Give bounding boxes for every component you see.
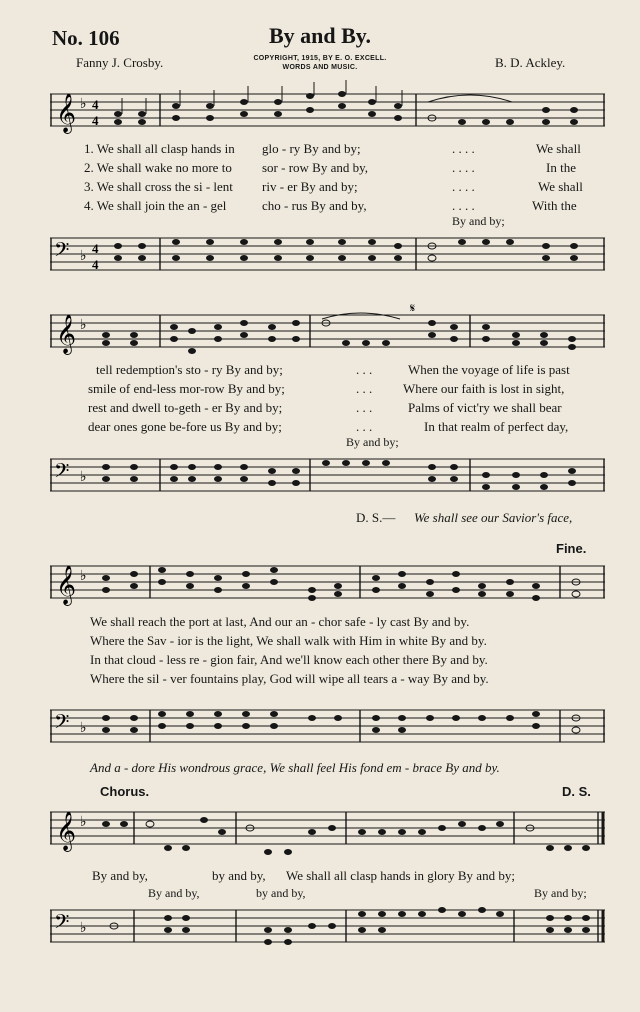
verse-3-line-1: 3. We shall cross the si - lent riv - er By and by; . . . . We shall	[84, 179, 583, 194]
svg-text:♭: ♭	[80, 920, 87, 936]
svg-text:4: 4	[92, 113, 99, 128]
bass-echo-2: By and by;	[346, 435, 399, 449]
ds-instruction: D. S.— We shall see our Savior's face,	[356, 510, 573, 525]
svg-text:♭: ♭	[80, 720, 87, 736]
bass-staff-chorus	[50, 908, 605, 944]
svg-text:4: 4	[92, 257, 99, 272]
svg-text:♭: ♭	[80, 96, 87, 112]
fine-mark: Fine.	[556, 541, 587, 556]
verse-2-line-3: Where the Sav - ior is the light, We shall walk with Him in white By and by.	[90, 633, 487, 648]
bass-staff-3	[50, 708, 605, 744]
verse-4-line-2: dear ones gone be-fore us By and by; . . . In that realm of perfect day,	[88, 419, 569, 434]
bass-clef-icon: 𝄢	[54, 459, 70, 487]
verse-3-line-2: rest and dwell to-geth - er By and by; . . . Palms of vict'ry we shall bear	[88, 400, 562, 415]
svg-text:♭: ♭	[80, 814, 87, 830]
bass-clef-icon: 𝄢	[54, 910, 70, 938]
verse-1-line-1: 1. We shall all clasp hands in glo - ry By and by; . . . . We shall	[84, 141, 581, 156]
composer-credit: B. D. Ackley.	[495, 55, 566, 70]
svg-text:♭: ♭	[80, 248, 87, 264]
ds-continuation-lyric: And a - dore His wondrous grace, We shall feel His fond em - brace By and by.	[90, 760, 500, 775]
lyricist-credit: Fanny J. Crosby.	[76, 55, 164, 70]
verse-4-line-3: Where the sil - ver fountains play, God will wipe all tears a - way By and by.	[90, 671, 489, 686]
bass-staff-1	[50, 236, 605, 272]
svg-text:4: 4	[92, 241, 99, 256]
svg-text:4: 4	[92, 97, 99, 112]
segno-icon: 𝄋	[410, 301, 416, 315]
verse-2-line-2: smile of end-less mor-row By and by; . . . Where our faith is lost in sight,	[88, 381, 565, 396]
chorus-heading-row	[0, 784, 640, 804]
bass-clef-icon: 𝄢	[54, 710, 70, 738]
treble-clef-icon: 𝄞	[56, 93, 77, 133]
ds-mark: D. S.	[562, 784, 591, 799]
svg-text:♭: ♭	[80, 317, 87, 333]
bass-staff-2	[50, 457, 605, 493]
chorus-label: Chorus.	[100, 784, 150, 799]
copyright-line-2: WORDS AND MUSIC.	[282, 64, 358, 71]
treble-clef-icon: 𝄞	[56, 314, 77, 354]
svg-text:♭: ♭	[80, 568, 87, 584]
chorus-lyric-line: By and by, by and by, We shall all clasp hands in glory By and by;	[92, 868, 515, 883]
bass-echo-1: By and by;	[452, 214, 505, 228]
treble-staff-3	[50, 564, 605, 605]
verse-2-line-1: 2. We shall wake no more to sor - row By and by, . . . . In the	[84, 160, 576, 175]
verse-3-line-3: In that cloud - less re - gion fair, And we'll know each other there By and by.	[90, 652, 488, 667]
copyright-line-1: COPYRIGHT, 1915, BY E. O. EXCELL.	[253, 55, 387, 62]
treble-staff-chorus	[50, 810, 605, 851]
chorus-bass-echo: By and by, by and by, By and by;	[148, 886, 587, 900]
treble-clef-icon: 𝄞	[56, 565, 77, 605]
verse-4-line-1: 4. We shall join the an - gel cho - rus By and by, . . . . With the	[84, 198, 577, 213]
verse-1-line-2: tell redemption's sto - ry By and by; . . . When the voyage of life is past	[96, 362, 570, 377]
treble-staff-1	[50, 92, 605, 133]
treble-clef-icon: 𝄞	[56, 811, 77, 851]
treble-staff-2	[50, 301, 605, 354]
verse-1-line-3: We shall reach the port at last, And our an - chor safe - ly cast By and by.	[90, 614, 470, 629]
hymn-number: No. 106	[52, 26, 120, 50]
hymn-title: By and By.	[268, 23, 372, 48]
bass-clef-icon: 𝄢	[54, 238, 70, 266]
svg-text:♭: ♭	[80, 469, 87, 485]
